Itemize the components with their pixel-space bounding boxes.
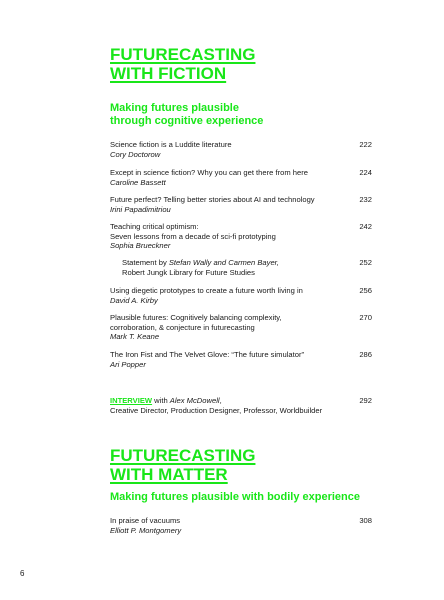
section-matter-header (110, 446, 372, 484)
toc-entry[interactable] (110, 168, 372, 187)
entry-page-number: 232 (359, 195, 372, 204)
entry-page-number: 270 (359, 313, 372, 322)
subtitle-line-2: through cognitive experience (110, 115, 264, 127)
entry-author: Ari Popper (110, 359, 146, 369)
entry-author: Mark T. Keane (110, 332, 160, 342)
toc-entry[interactable] (110, 350, 372, 369)
toc-entry[interactable] (110, 222, 372, 251)
entry-title: Future perfect? Telling better stories about AI and technology (110, 195, 315, 204)
section-subtitle (110, 102, 372, 128)
subtitle-line-1: Making futures plausible (110, 102, 239, 114)
toc-entry[interactable] (110, 286, 372, 305)
entry-title-line-2: Seven lessons from a decade of sci-fi prototyping (110, 231, 276, 241)
entry-title: Using diegetic prototypes to create a future worth living in (110, 286, 303, 295)
entry-page-number: 242 (359, 222, 372, 231)
entry-title-line-1: Plausible futures: Cognitively balancing complexity, (110, 313, 282, 322)
entry-page-number: 256 (359, 286, 372, 295)
section-fiction-header (110, 45, 372, 83)
entry-page-number: 292 (359, 396, 372, 405)
entry-page-number: 222 (359, 140, 372, 149)
page-number: 6 (20, 569, 25, 578)
entry-author: Sophia Brueckner (110, 241, 171, 251)
entry-title-line-1: Teaching critical optimism: (110, 222, 199, 231)
interview-label: INTERVIEW (110, 396, 153, 405)
section-title-line-1: FUTURECASTING (110, 446, 256, 465)
toc-entry-interview[interactable] (110, 396, 372, 415)
entry-title: Except in science fiction? Why you can get there from here (110, 168, 308, 177)
entry-title: Science fiction is a Luddite literature (110, 140, 232, 149)
interview-with: with (152, 396, 170, 405)
section-matter-subtitle (110, 491, 372, 504)
entry-title: In praise of vacuums (110, 516, 181, 525)
section-subtitle: Making futures plausible with bodily experience (110, 491, 360, 503)
entry-affiliation: Robert Jungk Library for Future Studies (122, 267, 255, 277)
section-title-line-1: FUTURECASTING (110, 45, 256, 64)
section-title (110, 446, 372, 484)
toc-entry[interactable] (110, 313, 372, 342)
interview-line (110, 396, 372, 406)
entry-statement-line (110, 258, 372, 268)
section-title-line-2: WITH FICTION (110, 64, 227, 83)
entry-title: The Iron Fist and The Velvet Glove: “The future simulator” (110, 350, 305, 359)
entry-page-number: 252 (359, 258, 372, 267)
toc-entry[interactable] (110, 258, 372, 277)
entry-author: Elliott P. Montgomery (110, 525, 182, 535)
interview-name: Alex McDowell (169, 396, 220, 405)
interview-comma: , (219, 396, 222, 405)
entry-page-number: 286 (359, 350, 372, 359)
entry-authors: Stefan Wally and Carmen Bayer, (168, 258, 279, 267)
toc-entry[interactable] (110, 140, 372, 159)
toc-entry[interactable] (110, 195, 372, 214)
entry-author: Cory Doctorow (110, 149, 161, 159)
section-title-line-2: WITH MATTER (110, 465, 228, 484)
entry-author: David A. Kirby (110, 295, 158, 305)
entry-title-line-2: corroboration, & conjecture in futurecasting (110, 322, 255, 332)
entry-page-number: 224 (359, 168, 372, 177)
interview-roles: Creative Director, Production Designer, Professor, Worldbuilder (110, 405, 323, 415)
section-fiction-subtitle (110, 102, 372, 128)
entry-author: Irini Papadimitriou (110, 204, 171, 214)
entry-author: Caroline Bassett (110, 177, 166, 187)
section-title (110, 45, 372, 83)
entry-page-number: 308 (359, 516, 372, 525)
entry-prefix: Statement by (122, 258, 169, 267)
toc-entry[interactable] (110, 516, 372, 535)
